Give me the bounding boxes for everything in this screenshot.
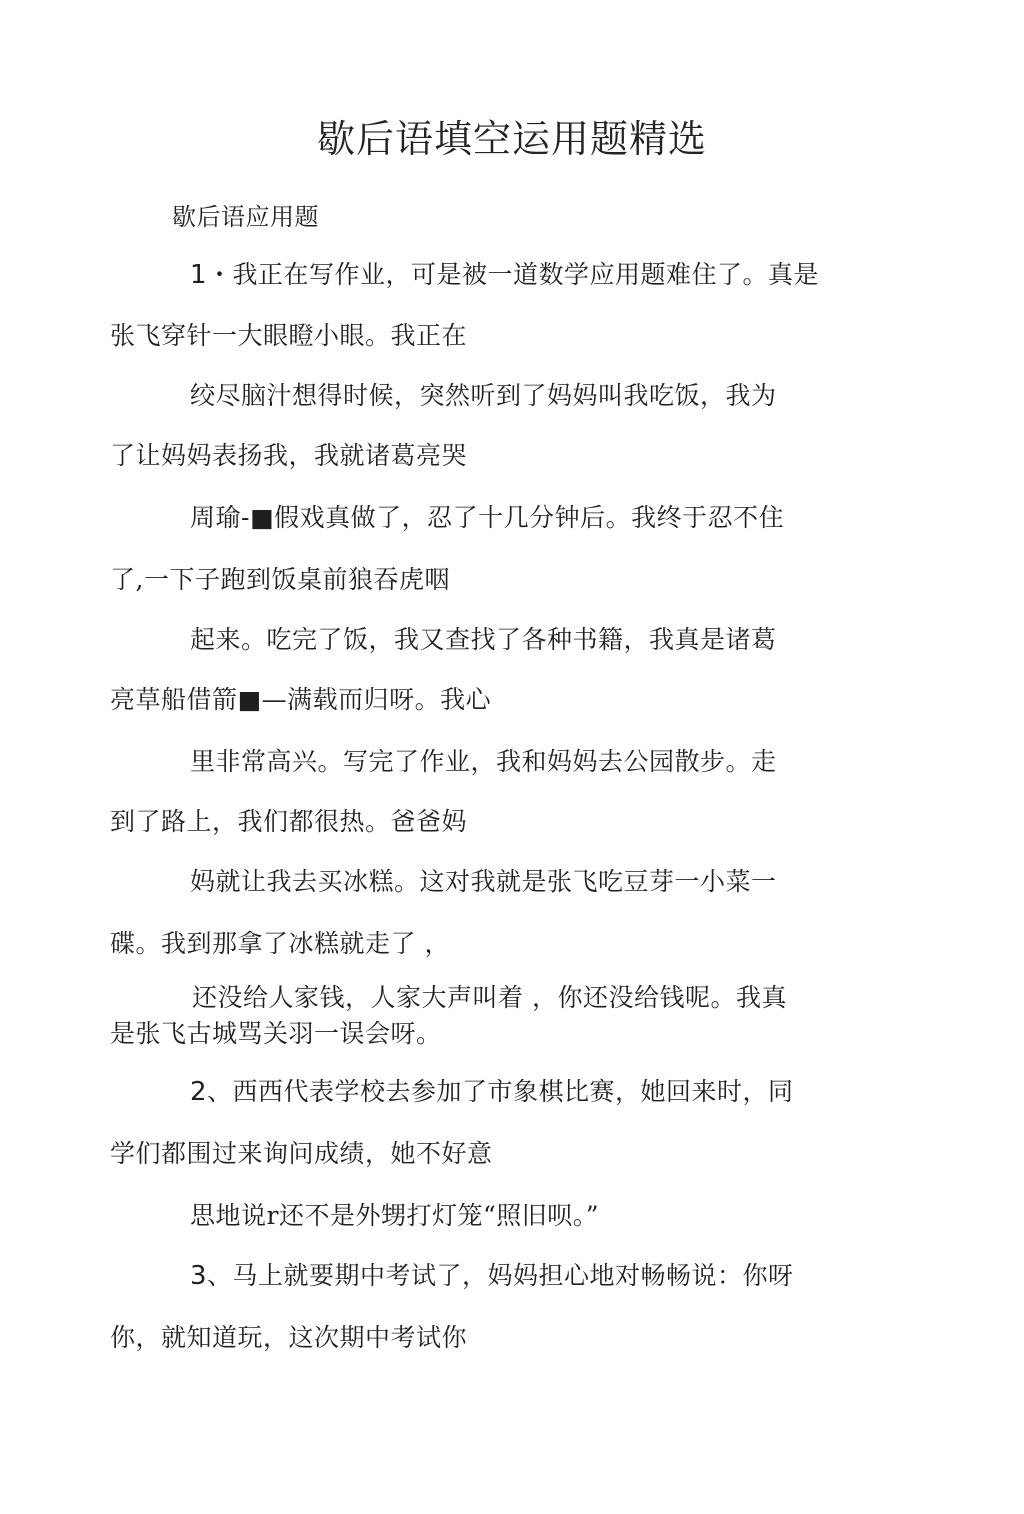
item-number: 1 [190, 260, 208, 290]
paragraph-line: 起来。吃完了饭，我又查找了各种书籍，我真是诸葛 [190, 625, 777, 654]
paragraph-line: 碟。我到那拿了冰糕就走了 ， [110, 929, 450, 958]
paragraph-line: 学们都围过来询问成绩，她不好意 [110, 1139, 493, 1168]
paragraph-line: 里非常高兴。写完了作业，我和妈妈去公园散步。走 [190, 747, 777, 776]
paragraph-line: 周瑜-■假戏真做了，忍了十几分钟后。我终于忍不住 [190, 503, 785, 532]
item-number: 2 [190, 1077, 208, 1107]
paragraph-line: 亮草船借箭■—满载而归呀。我心 [110, 685, 492, 714]
paragraph-line: 了,一下子跑到饭桌前狼吞虎咽 [110, 565, 450, 594]
paragraph-line: 了让妈妈表扬我，我就诸葛亮哭 [110, 441, 468, 470]
line-text: 、马上就要期中考试了，妈妈担心地对畅畅说：你呀 [207, 1261, 794, 1290]
paragraph-line: 妈就让我去买冰糕。这对我就是张飞吃豆芽一小菜一 [190, 867, 777, 896]
line-text: ・我正在写作业，可是被一道数学应用题难住了。真是 [207, 260, 820, 289]
paragraph-line [190, 1256, 794, 1292]
item-number: 3 [190, 1261, 208, 1291]
paragraph-line: 到了路上，我们都很热。爸爸妈 [110, 807, 468, 836]
line-text: 、西西代表学校去参加了市象棋比赛，她回来时，同 [207, 1077, 794, 1106]
paragraph-line [190, 255, 819, 291]
document-title: 歇后语填空运用题精选 [316, 117, 707, 161]
paragraph-line [190, 1072, 794, 1108]
paragraph-line: 绞尽脑汁想得时候，突然听到了妈妈叫我吃饭，我为 [190, 381, 777, 410]
paragraph-line: 还没给人家钱，人家大声叫着 ，你还没给钱呢。我真 [192, 983, 787, 1012]
paragraph-line: 你，就知道玩，这次期中考试你 [110, 1323, 468, 1352]
paragraph-line: 是张飞古城骂关羽一误会呀。 [110, 1019, 442, 1048]
section-heading: 歇后语应用题 [172, 203, 319, 231]
paragraph-line: 思地说r还不是外甥打灯笼“照旧呗。” [190, 1201, 600, 1230]
paragraph-line: 张飞穿针一大眼瞪小眼。我正在 [110, 321, 468, 350]
